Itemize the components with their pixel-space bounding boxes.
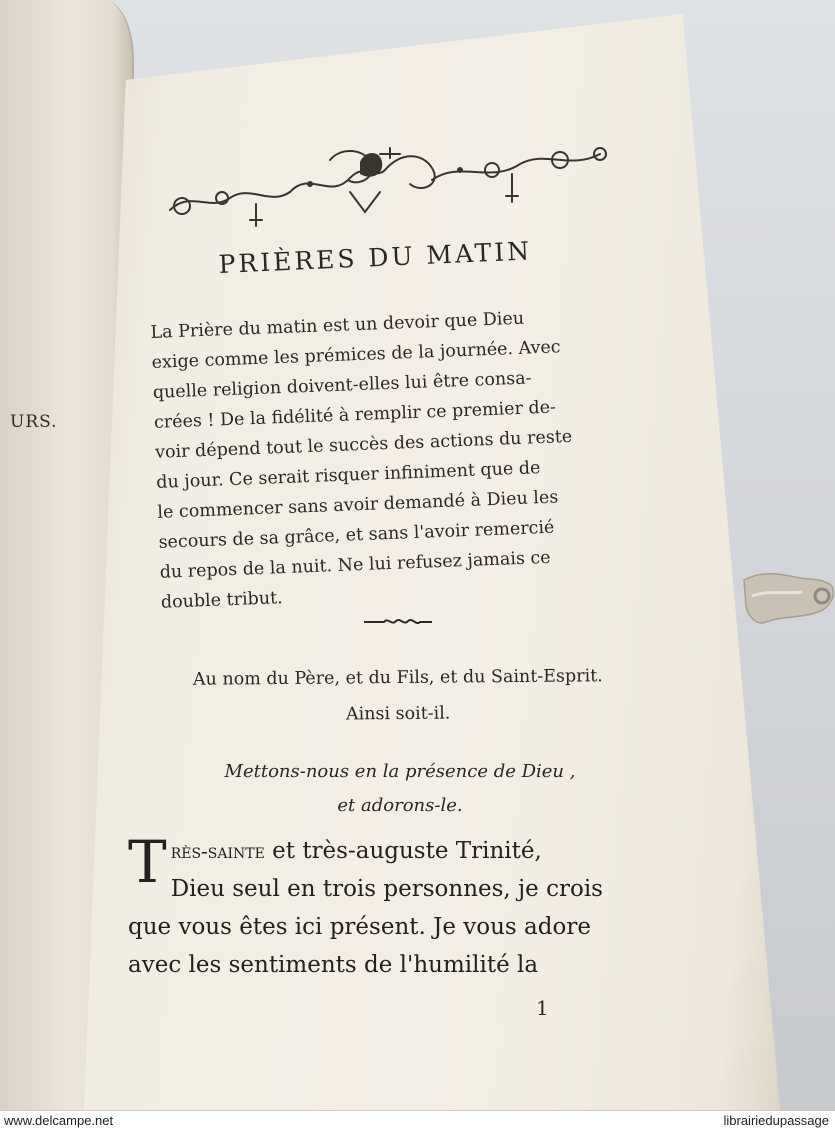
intro-line: quelle religion doivent-elles lui être consa- [152,368,532,403]
prayer-text [128,828,688,984]
page-heading: PRIÈRES DU MATIN [218,236,533,279]
intro-line: secours de sa grâce, et sans l'avoir remercié [158,517,555,553]
watermark-left: www.delcampe.net [4,1113,114,1128]
prayer-first-line-rest: et très-auguste Trinité, [264,838,542,864]
intro-line: La Prière du matin est un devoir que Dieu [150,308,525,343]
watermark-right: librairiedupassage [723,1113,829,1128]
intro-line: double tribut. [160,588,284,613]
floral-headpiece-icon [160,140,620,235]
intro-paragraph [150,298,691,618]
prayer-line: avec les sentiments de l'humilité la [128,952,539,978]
wavy-divider-icon [362,614,434,628]
prayer-first-line [128,832,688,870]
page-number: 1 [536,996,549,1020]
invocation-line: Ainsi soit-il. [345,703,451,725]
invocation [148,658,649,734]
intro-line: du jour. Ce serait risquer infiniment que de [155,458,541,493]
bookmark-ribbon-icon [742,566,835,630]
prayer-line: Dieu seul en trois personnes, je crois [170,876,603,902]
intro-line: du repos de la nuit. Ne lui refusez jamais ce [159,547,551,583]
intro-line: exige comme les prémices de la journée. Avec [151,337,561,373]
intro-line: le commencer sans avoir demandé à Dieu les [157,487,559,523]
left-page-fragment: URS. [10,412,58,432]
watermark-bar [0,1111,835,1131]
prayer-first-word: rès-sainte [170,839,265,863]
drop-capital: T [128,828,167,896]
rubric-line: et adorons-le. [337,795,463,816]
rubric-line: Mettons-nous en la présence de Dieu , [224,761,576,782]
intro-line: voir dépend tout le succès des actions du reste [154,426,573,463]
prayer-line: que vous êtes ici présent. Je vous adore [128,914,591,940]
rubric [160,755,640,823]
intro-line: crées ! De la fidélité à remplir ce premier de- [153,397,557,433]
invocation-line: Au nom du Père, et du Fils, et du Saint-Esprit. [192,666,603,690]
